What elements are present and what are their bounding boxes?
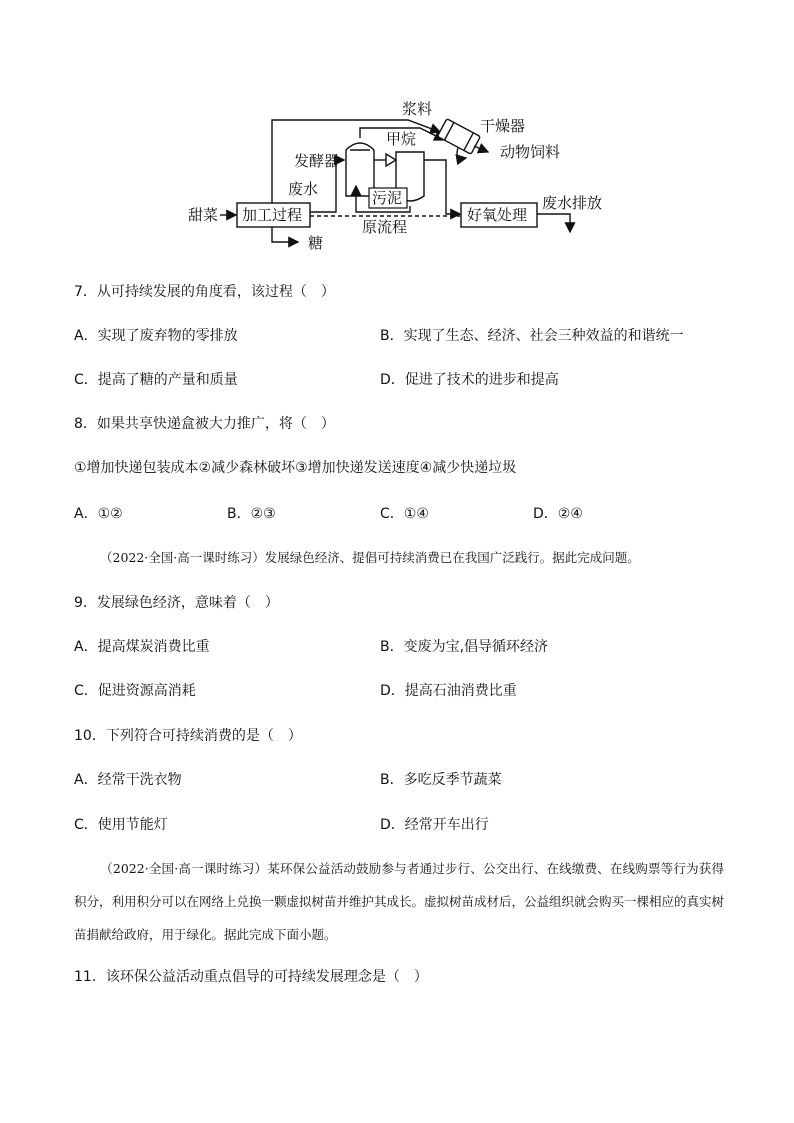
q9-option-d[interactable]: D．提高石油消费比重 <box>380 683 517 699</box>
label-wastewater-discharge: 废水排放 <box>542 194 603 212</box>
sugar-beet-process-diagram <box>0 0 794 260</box>
label-sugar-beet: 甜菜 <box>188 206 219 224</box>
label-sludge: 污泥 <box>372 189 403 207</box>
q8-option-a[interactable]: A．①② <box>74 506 123 522</box>
passage-eco-activity <box>74 852 724 951</box>
label-dryer: 干燥器 <box>480 117 526 135</box>
q9-option-a[interactable]: A．提高煤炭消费比重 <box>74 639 210 655</box>
label-slurry: 浆料 <box>402 100 433 118</box>
q7-option-d[interactable]: D．促进了技术的进步和提高 <box>380 372 559 388</box>
label-wastewater: 废水 <box>288 180 319 198</box>
q10-option-d[interactable]: D．经常开车出行 <box>380 817 489 833</box>
q9-option-b[interactable]: B．变废为宝,倡导循环经济 <box>380 639 549 655</box>
q10-option-a[interactable]: A．经常干洗衣物 <box>74 772 182 788</box>
question-8-stem: 8．如果共享快递盒被大力推广，将（ ） <box>74 416 335 432</box>
q7-option-b[interactable]: B．实现了生态、经济、社会三种效益的和谐统一 <box>380 328 684 344</box>
q7-option-c[interactable]: C．提高了糖的产量和质量 <box>74 372 238 388</box>
label-original-process: 原流程 <box>362 218 408 236</box>
passage-1-text: （2022·全国·高一课时练习）发展绿色经济、提倡可持续消费已在我国广泛践行。据此完成问题。 <box>100 550 640 565</box>
q8-option-b[interactable]: B．②③ <box>227 506 276 522</box>
question-7-stem: 7．从可持续发展的角度看，该过程（ ） <box>74 284 335 300</box>
q8-option-c[interactable]: C．①④ <box>380 506 429 522</box>
q9-option-c[interactable]: C．促进资源高消耗 <box>74 683 196 699</box>
label-aerobic-treatment: 好氧处理 <box>467 206 528 224</box>
q10-option-c[interactable]: C．使用节能灯 <box>74 817 168 833</box>
q10-option-b[interactable]: B．多吃反季节蔬菜 <box>380 772 502 788</box>
passage-2-text: （2022·全国·高一课时练习）某环保公益活动鼓励参与者通过步行、公交出行、在线缴费、在线购票等行为获得积分，利用积分可以在网络上兑换一颗虚拟树苗并维护其成长。虚拟树苗成材后，公益组织就会购买一棵相应的真实树苗捐献给政府，用于绿化。据此完成下面小题。 <box>74 861 725 942</box>
question-9-stem: 9．发展绿色经济，意味着（ ） <box>74 595 279 611</box>
q8-option-d[interactable]: D．②④ <box>533 506 583 522</box>
q7-option-a[interactable]: A．实现了废弃物的零排放 <box>74 328 238 344</box>
label-sugar: 糖 <box>308 234 324 252</box>
dryer-drum <box>437 119 480 154</box>
question-10-stem: 10．下列符合可持续消费的是（ ） <box>74 728 302 744</box>
label-fermenter: 发酵器 <box>294 152 340 170</box>
question-8-statements: ①增加快递包装成本②减少森林破坏③增加快递发送速度④减少快递垃圾 <box>74 460 517 476</box>
question-11-stem: 11．该环保公益活动重点倡导的可持续发展理念是（ ） <box>74 969 428 985</box>
passage-green-economy <box>74 541 724 574</box>
label-methane: 甲烷 <box>386 130 417 148</box>
label-animal-feed: 动物饲料 <box>500 143 561 161</box>
label-processing: 加工过程 <box>242 206 303 224</box>
